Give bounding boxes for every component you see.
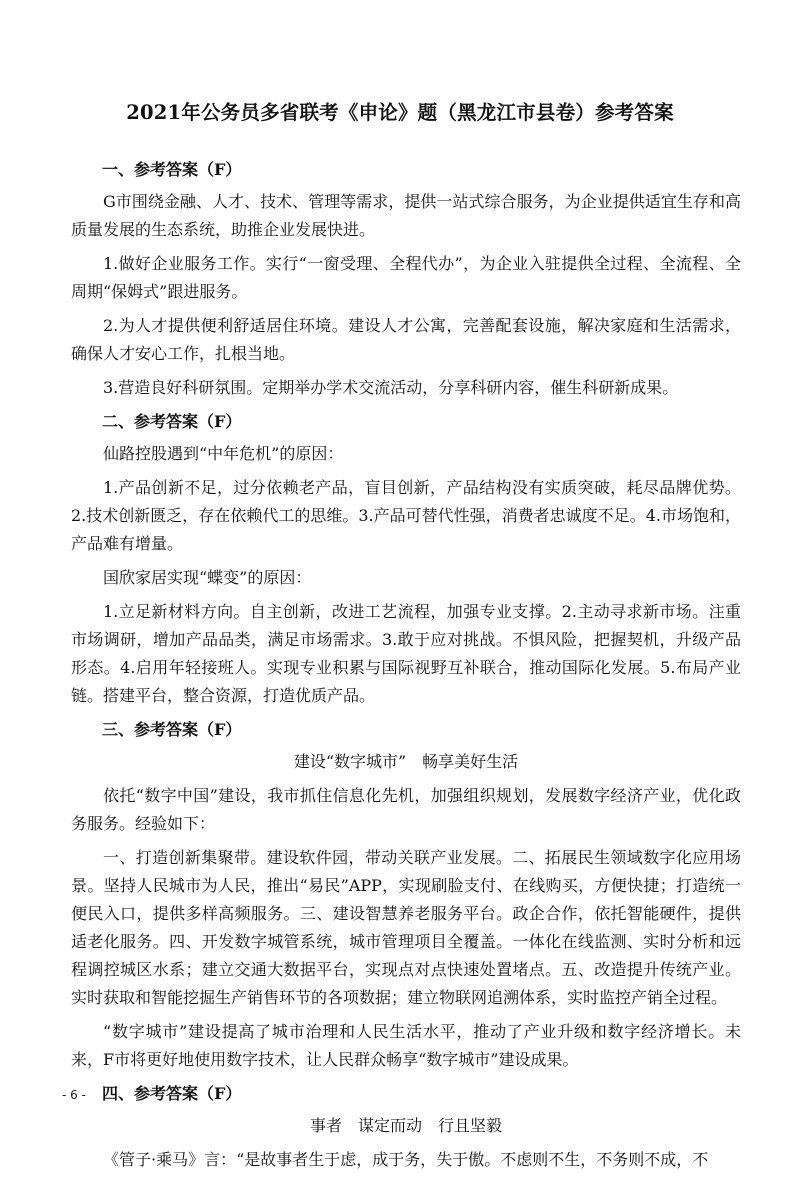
section-2-paragraph: 国欣家居实现“蝶变”的原因： (103, 568, 312, 587)
section-3-paragraph: 依托“数字中国”建设，我市抓住信息化先机，加强组织规划，发展数字经济产业，优化政务服务。经验如下： (71, 786, 741, 833)
section-2-paragraph: 1.产品创新不足，过分依赖老产品，盲目创新，产品结构没有实质突破，耗尽品牌优势。2.技术创新匮乏，存在依赖代工的思维。3.产品可替代性强，消费者忠诚度不足。4.市场饱和，产品难有增量。 (71, 478, 741, 553)
answer-body (71, 156, 741, 1180)
essay-subtitle: 建设“数字城市” 畅享美好生活 (293, 752, 519, 771)
section-4-heading: 四、参考答案（F） (102, 1084, 242, 1103)
section-3-paragraph: “数字城市”建设提高了城市治理和人民生活水平，推动了产业升级和数字经济增长。未来，F市将更好地使用数字技术，让人民群众畅享“数字城市”建设成果。 (71, 1022, 741, 1069)
page-title: 2021年公务员多省联考《申论》题（黑龙江市县卷）参考答案 (126, 101, 674, 124)
section-1-paragraph: G市围绕金融、人才、技术、管理等需求，提供一站式综合服务，为企业提供适宜生存和高质量发展的生态系统，助推企业发展快进。 (71, 192, 741, 239)
section-1-heading: 一、参考答案（F） (102, 160, 242, 179)
section-1-paragraph: 1.做好企业服务工作。实行“一窗受理、全程代办”，为企业入驻提供全过程、全流程、全周期“保姆式”跟进服务。 (71, 254, 741, 301)
section-3-heading: 三、参考答案（F） (102, 720, 242, 739)
essay-subtitle: 事者 谋定而动 行且坚毅 (309, 1116, 502, 1135)
section-2-paragraph: 1.立足新材料方向。自主创新，改进工艺流程，加强专业支撑。2.主动寻求新市场。注重市场调研，增加产品品类，满足市场需求。3.敢于应对挑战。不惧风险，把握契机，升级产品形态。4.启用年轻接班人。实现专业积累与国际视野互补联合，推动国际化发展。5.布局产业链。搭建平台，整合资源，打造优质产品。 (71, 602, 741, 705)
page-number: - 6 - (62, 1088, 86, 1102)
section-3-paragraph: 一、打造创新集聚带。建设软件园，带动关联产业发展。二、拓展民生领域数字化应用场景。坚持人民城市为人民，推出“易民”APP，实现刷脸支付、在线购买，方便快捷；打造统一便民入口，提供多样高频服务。三、建设智慧养老服务平台。政企合作，依托智能硬件，提供适老化服务。四、开发数字城管系统，城市管理项目全覆盖。一体化在线监测、实时分析和远程调控城区水系；建立交通大数据平台，实现点对点快速处置堵点。五、改造提升传统产业。实时获取和智能挖掘生产销售环节的各项数据；建立物联网追溯体系，实时监控产销全过程。 (71, 848, 741, 1007)
section-1-paragraph: 3.营造良好科研氛围。定期举办学术交流活动，分享科研内容，催生科研新成果。 (103, 378, 679, 397)
section-1-paragraph: 2.为人才提供便利舒适居住环境。建设人才公寓，完善配套设施，解决家庭和生活需求，确保人才安心工作，扎根当地。 (71, 316, 741, 363)
section-2-heading: 二、参考答案（F） (102, 412, 242, 431)
section-2-paragraph: 仙路控股遇到“中年危机”的原因： (103, 444, 344, 463)
section-4-paragraph: 《管子·乘马》言：“是故事者生于虑，成于务，失于傲。不虑则不生，不务则不成，不 (103, 1150, 709, 1169)
